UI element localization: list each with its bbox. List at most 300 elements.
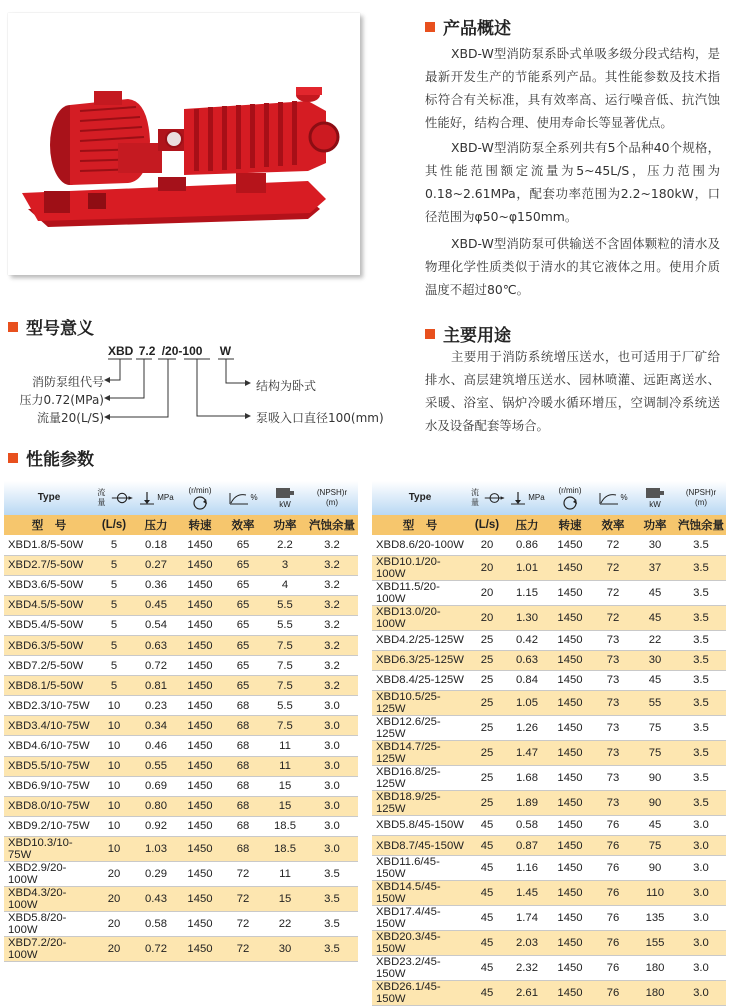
table-cell: 1.45	[506, 881, 548, 906]
column-header: (L/s)	[94, 515, 134, 535]
table-cell: 0.54	[134, 615, 178, 635]
table-cell: 5.5	[264, 696, 306, 716]
table-cell: 3.5	[676, 630, 726, 650]
table-row	[4, 886, 358, 911]
code-pressure: 7.2	[138, 344, 156, 358]
model-cell: XBD4.5/5-50W	[4, 595, 94, 615]
table-row	[372, 790, 726, 815]
header-flow-icon: 流量	[94, 481, 134, 515]
model-cell: XBD12.6/25-125W	[372, 715, 468, 740]
table-cell: 20	[468, 555, 506, 580]
column-header: 压力	[506, 515, 548, 535]
table-cell: 0.18	[134, 535, 178, 555]
table-cell: 1450	[178, 696, 222, 716]
table-row	[372, 605, 726, 630]
table-cell: 76	[592, 981, 634, 1006]
table-cell: 1450	[548, 580, 592, 605]
table-cell: 1450	[548, 765, 592, 790]
table-cell: 55	[634, 690, 676, 715]
overview-paragraph-3: XBD-W型消防泵可供输送不含固体颗粒的清水及物理化学性质类似于清水的其它液体之用。使用介质温度不超过80℃。	[425, 236, 720, 297]
performance-heading	[8, 445, 94, 470]
table-row	[4, 716, 358, 736]
table-cell: 0.72	[134, 656, 178, 676]
bullet-square-icon	[425, 329, 435, 339]
table-cell: 3.0	[676, 956, 726, 981]
column-header: 压力	[134, 515, 178, 535]
table-cell: 3.0	[306, 796, 358, 816]
model-cell: XBD8.4/25-125W	[372, 670, 468, 690]
column-header: (L/s)	[468, 515, 506, 535]
table-cell: 73	[592, 670, 634, 690]
model-cell: XBD23.2/45-150W	[372, 956, 468, 981]
table-cell: 72	[222, 936, 264, 961]
table-cell: 25	[468, 630, 506, 650]
model-cell: XBD9.2/10-75W	[4, 816, 94, 836]
table-cell: 30	[634, 650, 676, 670]
table-cell: 1450	[178, 886, 222, 911]
table-cell: 10	[94, 816, 134, 836]
usage-paragraph: 主要用于消防系统增压送水，也可适用于厂矿给排水、高层建筑增压送水、园林喷灌、远距离送水、采暖、浴室、锅炉冷暖水循环增压，空调制冷系统送水及设备配套等场合。	[425, 349, 720, 433]
table-cell: 5	[94, 535, 134, 555]
table-cell: 45	[468, 956, 506, 981]
table-cell: 73	[592, 715, 634, 740]
column-header: 功率	[264, 515, 306, 535]
table-cell: 75	[634, 715, 676, 740]
table-cell: 3.0	[306, 756, 358, 776]
table-cell: 3.5	[676, 740, 726, 765]
column-header: 型 号	[4, 515, 94, 535]
table-cell: 1450	[178, 861, 222, 886]
table-row	[372, 856, 726, 881]
model-cell: XBD3.6/5-50W	[4, 575, 94, 595]
table-cell: 3.5	[676, 650, 726, 670]
table-cell: 1450	[178, 796, 222, 816]
table-cell: 3.5	[676, 580, 726, 605]
model-cell: XBD13.0/20-100W	[372, 605, 468, 630]
table-cell: 76	[592, 931, 634, 956]
header-npsh: (NPSH)r (m)	[676, 481, 726, 515]
table-cell: 5	[94, 615, 134, 635]
table-cell: 3.0	[676, 856, 726, 881]
table-row	[4, 936, 358, 961]
table-cell: 0.81	[134, 676, 178, 696]
table-cell: 3.2	[306, 615, 358, 635]
model-cell: XBD3.4/10-75W	[4, 716, 94, 736]
model-meaning-title: 型号意义	[26, 319, 94, 339]
table-cell: 15	[264, 886, 306, 911]
table-cell: 3.0	[306, 716, 358, 736]
table-row	[4, 736, 358, 756]
table-cell: 1450	[178, 635, 222, 655]
table-cell: 75	[634, 835, 676, 855]
table-cell: 3.5	[676, 605, 726, 630]
table-cell: 0.42	[506, 630, 548, 650]
table-cell: 10	[94, 716, 134, 736]
table-cell: 10	[94, 736, 134, 756]
table-cell: 73	[592, 740, 634, 765]
table-cell: 3.0	[676, 931, 726, 956]
table-cell: 3.0	[676, 981, 726, 1006]
model-meaning-heading	[8, 314, 94, 339]
table-cell: 1450	[548, 956, 592, 981]
model-cell: XBD10.1/20-100W	[372, 555, 468, 580]
model-cell: XBD5.5/10-75W	[4, 756, 94, 776]
table-cell: 3.0	[676, 881, 726, 906]
table-cell: 25	[468, 715, 506, 740]
table-cell: 3.2	[306, 635, 358, 655]
table-row	[4, 535, 358, 555]
table-cell: 73	[592, 630, 634, 650]
model-cell: XBD8.7/45-150W	[372, 835, 468, 855]
table-cell: 0.69	[134, 776, 178, 796]
model-cell: XBD5.8/20-100W	[4, 911, 94, 936]
table-cell: 11	[264, 861, 306, 886]
table-cell: 45	[634, 815, 676, 835]
table-row	[4, 816, 358, 836]
table-cell: 3.2	[306, 595, 358, 615]
table-cell: 1450	[548, 740, 592, 765]
table-cell: 65	[222, 555, 264, 575]
column-header: 效率	[222, 515, 264, 535]
table-cell: 1450	[178, 776, 222, 796]
model-cell: XBD4.2/25-125W	[372, 630, 468, 650]
table-cell: 0.27	[134, 555, 178, 575]
table-cell: 68	[222, 796, 264, 816]
table-row	[372, 765, 726, 790]
table-cell: 30	[264, 936, 306, 961]
header-npsh: (NPSH)r (m)	[306, 481, 358, 515]
table-cell: 1450	[178, 911, 222, 936]
table-row	[4, 836, 358, 861]
model-cell: XBD18.9/25-125W	[372, 790, 468, 815]
table-cell: 18.5	[264, 836, 306, 861]
table-cell: 1450	[178, 756, 222, 776]
table-row	[4, 676, 358, 696]
model-cell: XBD11.6/45-150W	[372, 856, 468, 881]
table-cell: 5	[94, 635, 134, 655]
table-cell: 7.5	[264, 716, 306, 736]
table-cell: 68	[222, 836, 264, 861]
table-cell: 65	[222, 575, 264, 595]
table-cell: 90	[634, 790, 676, 815]
table-cell: 1450	[178, 736, 222, 756]
table-cell: 1.03	[134, 836, 178, 861]
model-cell: XBD6.3/25-125W	[372, 650, 468, 670]
table-cell: 1450	[548, 856, 592, 881]
table-cell: 1.89	[506, 790, 548, 815]
table-cell: 25	[468, 790, 506, 815]
header-pressure-icon: MPa	[134, 481, 178, 515]
table-cell: 37	[634, 555, 676, 580]
column-header: 转速	[178, 515, 222, 535]
bullet-square-icon	[8, 453, 18, 463]
table-cell: 180	[634, 956, 676, 981]
table-cell: 25	[468, 670, 506, 690]
table-row	[4, 911, 358, 936]
table-cell: 1450	[548, 815, 592, 835]
model-cell: XBD6.3/5-50W	[4, 635, 94, 655]
table-cell: 3.0	[306, 816, 358, 836]
table-cell: 76	[592, 881, 634, 906]
model-cell: XBD1.8/5-50W	[4, 535, 94, 555]
table-cell: 45	[634, 580, 676, 605]
model-cell: XBD11.5/20-100W	[372, 580, 468, 605]
table-cell: 22	[264, 911, 306, 936]
model-cell: XBD17.4/45-150W	[372, 906, 468, 931]
model-cell: XBD6.9/10-75W	[4, 776, 94, 796]
table-cell: 3.5	[306, 886, 358, 911]
table-cell: 2.2	[264, 535, 306, 555]
table-cell: 1.05	[506, 690, 548, 715]
model-cell: XBD26.1/45-150W	[372, 981, 468, 1006]
model-cell: XBD7.2/5-50W	[4, 656, 94, 676]
table-row	[372, 555, 726, 580]
column-header: 汽蚀余量	[306, 515, 358, 535]
table-cell: 3.0	[676, 835, 726, 855]
table-cell: 45	[468, 981, 506, 1006]
column-header: 效率	[592, 515, 634, 535]
table-cell: 45	[468, 856, 506, 881]
overview-heading	[425, 14, 511, 39]
table-row	[372, 981, 726, 1006]
table-cell: 72	[592, 605, 634, 630]
code-structure: W	[219, 344, 232, 358]
performance-table-left	[4, 481, 358, 962]
table-row	[4, 756, 358, 776]
table-cell: 110	[634, 881, 676, 906]
table-cell: 20	[468, 580, 506, 605]
table-cell: 73	[592, 765, 634, 790]
table-cell: 20	[94, 936, 134, 961]
table-cell: 1450	[548, 670, 592, 690]
table-cell: 76	[592, 815, 634, 835]
table-row	[4, 696, 358, 716]
table-cell: 7.5	[264, 635, 306, 655]
table-cell: 72	[592, 555, 634, 580]
column-header: 转速	[548, 515, 592, 535]
table-cell: 3.5	[676, 765, 726, 790]
table-cell: 1.16	[506, 856, 548, 881]
table-cell: 45	[468, 835, 506, 855]
table-cell: 45	[468, 931, 506, 956]
table-cell: 72	[592, 580, 634, 605]
table-cell: 0.23	[134, 696, 178, 716]
table-cell: 5	[94, 656, 134, 676]
table-cell: 1450	[178, 555, 222, 575]
table-cell: 65	[222, 615, 264, 635]
label-structure: 结构为卧式	[256, 379, 317, 393]
table-cell: 2.61	[506, 981, 548, 1006]
table-row	[372, 715, 726, 740]
table-cell: 1.26	[506, 715, 548, 740]
table-cell: 20	[94, 861, 134, 886]
table-cell: 73	[592, 650, 634, 670]
model-cell: XBD10.5/25-125W	[372, 690, 468, 715]
table-cell: 1450	[548, 835, 592, 855]
header-speed-icon: (r/min)	[548, 481, 592, 515]
table-cell: 3.0	[676, 906, 726, 931]
code-flow: /20	[161, 344, 179, 358]
table-cell: 5	[94, 555, 134, 575]
table-cell: 1450	[178, 595, 222, 615]
table-cell: 3.5	[676, 555, 726, 580]
table-cell: 1450	[178, 836, 222, 861]
table-cell: 180	[634, 981, 676, 1006]
table-cell: 76	[592, 835, 634, 855]
table-cell: 65	[222, 635, 264, 655]
pump-image	[8, 13, 360, 275]
table-cell: 68	[222, 816, 264, 836]
table-cell: 1450	[178, 656, 222, 676]
overview-paragraph-1: XBD-W型消防泵系卧式单吸多级分段式结构，是最新开发生产的节能系列产品。其性能参数及技术指标符合有关标准，具有效率高、运行噪音低、抗汽蚀性能好，结构合理、使用寿命长等显著优点。	[425, 46, 720, 130]
table-cell: 0.84	[506, 670, 548, 690]
table-cell: 25	[468, 740, 506, 765]
overview-paragraph-2: XBD-W型消防泵全系列共有5个品种40个规格，其性能范围额定流量为5~45L/S，压力范围为0.18~2.61MPa，配套功率范围为2.2~180kW，口径范围为φ50~φ150mm。	[425, 140, 720, 224]
table-cell: 68	[222, 776, 264, 796]
label-prefix: 消防泵组代号	[31, 375, 104, 389]
table-cell: 3	[264, 555, 306, 575]
table-cell: 25	[468, 765, 506, 790]
table-row	[372, 650, 726, 670]
table-cell: 1.47	[506, 740, 548, 765]
header-efficiency-icon: %	[592, 481, 634, 515]
header-type: Type	[372, 481, 468, 515]
table-cell: 3.5	[676, 670, 726, 690]
table-cell: 3.0	[306, 836, 358, 861]
table-cell: 3.0	[306, 696, 358, 716]
table-cell: 10	[94, 836, 134, 861]
table-row	[4, 595, 358, 615]
table-row	[4, 635, 358, 655]
overview-title: 产品概述	[443, 19, 511, 39]
table-cell: 0.72	[134, 936, 178, 961]
table-cell: 20	[468, 605, 506, 630]
table-cell: 3.0	[676, 815, 726, 835]
table-row	[372, 740, 726, 765]
model-cell: XBD2.7/5-50W	[4, 555, 94, 575]
table-row	[4, 796, 358, 816]
table-cell: 3.2	[306, 555, 358, 575]
table-cell: 22	[634, 630, 676, 650]
model-cell: XBD10.3/10-75W	[4, 836, 94, 861]
model-cell: XBD8.6/20-100W	[372, 535, 468, 555]
table-row	[372, 835, 726, 855]
table-cell: 0.63	[506, 650, 548, 670]
table-cell: 72	[222, 886, 264, 911]
table-cell: 20	[468, 535, 506, 555]
table-cell: 1.30	[506, 605, 548, 630]
table-cell: 11	[264, 756, 306, 776]
table-cell: 10	[94, 776, 134, 796]
table-cell: 0.34	[134, 716, 178, 736]
table-cell: 20	[94, 886, 134, 911]
table-cell: 0.58	[506, 815, 548, 835]
model-cell: XBD5.8/45-150W	[372, 815, 468, 835]
table-cell: 45	[468, 815, 506, 835]
table-cell: 3.5	[676, 715, 726, 740]
table-cell: 0.92	[134, 816, 178, 836]
table-cell: 72	[222, 911, 264, 936]
product-photo-frame	[8, 13, 360, 275]
table-cell: 0.80	[134, 796, 178, 816]
table-cell: 1450	[178, 716, 222, 736]
table-cell: 135	[634, 906, 676, 931]
table-cell: 45	[468, 881, 506, 906]
table-cell: 5.5	[264, 595, 306, 615]
table-cell: 1450	[548, 690, 592, 715]
table-cell: 25	[468, 690, 506, 715]
table-cell: 65	[222, 656, 264, 676]
table-cell: 0.36	[134, 575, 178, 595]
table-cell: 3.5	[676, 690, 726, 715]
column-header: 汽蚀余量	[676, 515, 726, 535]
table-cell: 1450	[178, 936, 222, 961]
table-cell: 0.43	[134, 886, 178, 911]
table-row	[372, 670, 726, 690]
table-cell: 25	[468, 650, 506, 670]
table-cell: 0.29	[134, 861, 178, 886]
table-cell: 45	[468, 906, 506, 931]
table-cell: 3.5	[676, 535, 726, 555]
table-cell: 3.5	[676, 790, 726, 815]
code-inlet: -100	[178, 344, 203, 358]
table-cell: 3.5	[306, 936, 358, 961]
table-cell: 0.87	[506, 835, 548, 855]
table-cell: 45	[634, 605, 676, 630]
table-cell: 90	[634, 856, 676, 881]
table-cell: 4	[264, 575, 306, 595]
table-row	[4, 656, 358, 676]
table-row	[372, 580, 726, 605]
table-cell: 5	[94, 595, 134, 615]
table-cell: 3.5	[306, 861, 358, 886]
table-cell: 0.55	[134, 756, 178, 776]
table-cell: 45	[634, 670, 676, 690]
usage-title: 主要用途	[443, 326, 511, 346]
table-row	[4, 615, 358, 635]
table-cell: 1450	[548, 630, 592, 650]
table-row	[4, 776, 358, 796]
table-cell: 1450	[548, 715, 592, 740]
table-cell: 1450	[178, 816, 222, 836]
table-cell: 5	[94, 676, 134, 696]
code-prefix: XBD	[108, 344, 134, 358]
table-cell: 1.74	[506, 906, 548, 931]
table-cell: 1450	[548, 555, 592, 580]
performance-title: 性能参数	[26, 450, 94, 470]
table-row	[372, 881, 726, 906]
table-cell: 72	[592, 535, 634, 555]
table-cell: 20	[94, 911, 134, 936]
model-cell: XBD7.2/20-100W	[4, 936, 94, 961]
model-cell: XBD14.7/25-125W	[372, 740, 468, 765]
table-row	[372, 931, 726, 956]
header-pressure-icon: MPa	[506, 481, 548, 515]
table-cell: 11	[264, 736, 306, 756]
table-row	[372, 535, 726, 555]
table-cell: 7.5	[264, 676, 306, 696]
table-row	[4, 861, 358, 886]
label-inlet: 泵吸入口直径100(mm)	[256, 411, 384, 425]
performance-table-right	[372, 481, 726, 1006]
table-row	[372, 690, 726, 715]
table-cell: 65	[222, 595, 264, 615]
model-cell: XBD4.3/20-100W	[4, 886, 94, 911]
table-cell: 1450	[548, 790, 592, 815]
header-type: Type	[4, 481, 94, 515]
table-cell: 15	[264, 776, 306, 796]
table-cell: 1450	[548, 535, 592, 555]
